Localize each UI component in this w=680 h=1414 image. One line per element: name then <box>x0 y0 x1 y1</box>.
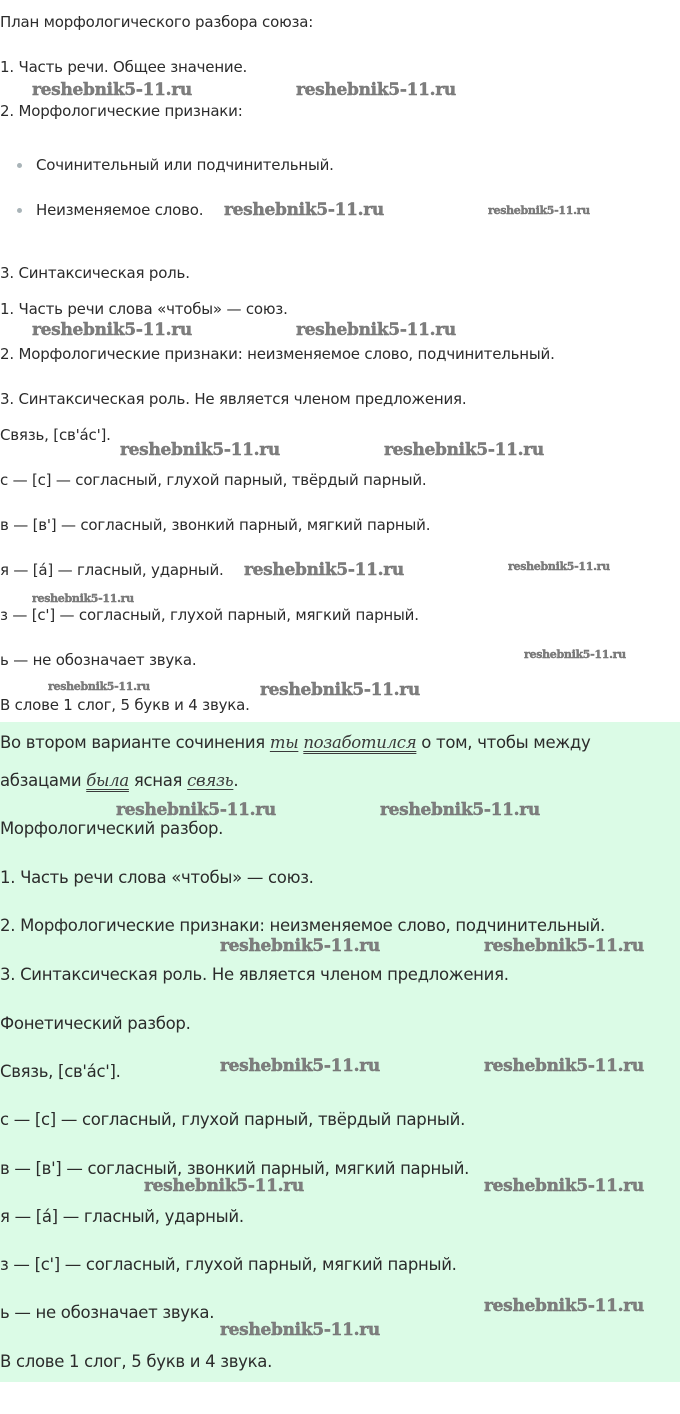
watermark: reshebnik5-11.ru <box>32 592 134 605</box>
answer1-phonetic-word: Связь, [св'а́с']. <box>0 426 111 444</box>
watermark: reshebnik5-11.ru <box>508 560 610 573</box>
sentence-text: о том, чтобы между <box>416 733 591 752</box>
watermark: reshebnik5-11.ru <box>224 200 384 220</box>
bullet-icon <box>17 208 22 213</box>
watermark: reshebnik5-11.ru <box>116 800 276 820</box>
watermark: reshebnik5-11.ru <box>296 80 456 100</box>
answer2-phon-line: з — [с'] — согласный, глухой парный, мягкий парный. <box>0 1255 457 1274</box>
sentence-text: . <box>233 771 239 790</box>
watermark: reshebnik5-11.ru <box>484 936 644 956</box>
answer1-part-of-speech: 1. Часть речи слова «чтобы» — союз. <box>0 300 288 318</box>
watermark: reshebnik5-11.ru <box>380 800 540 820</box>
answer1-syntax-role: 3. Синтаксическая роль. Не является членом предложения. <box>0 390 467 408</box>
plan-title: План морфологического разбора союза: <box>0 13 314 31</box>
predicate-word: позаботился <box>303 733 417 752</box>
watermark: reshebnik5-11.ru <box>524 648 626 661</box>
watermark: reshebnik5-11.ru <box>48 680 150 693</box>
answer1-phon-line: з — [с'] — согласный, глухой парный, мягкий парный. <box>0 606 419 624</box>
watermark: reshebnik5-11.ru <box>32 320 192 340</box>
sentence-line-1 <box>0 733 590 753</box>
plan-item-2: 2. Морфологические признаки: <box>0 102 243 120</box>
watermark: reshebnik5-11.ru <box>484 1176 644 1196</box>
plan-bullet-1: Сочинительный или подчинительный. <box>36 156 334 174</box>
sentence-line-2 <box>0 771 238 791</box>
answer1-phon-line: с — [с] — согласный, глухой парный, твёрдый парный. <box>0 471 427 489</box>
plan-item-3: 3. Синтаксическая роль. <box>0 264 190 282</box>
watermark: reshebnik5-11.ru <box>484 1056 644 1076</box>
watermark: reshebnik5-11.ru <box>260 680 420 700</box>
answer2-phonetic-word: Связь, [св'а́с']. <box>0 1062 121 1081</box>
predicate-word: была <box>86 771 129 790</box>
answer1-phon-line: в — [в'] — согласный, звонкий парный, мягкий парный. <box>0 516 431 534</box>
sentence-text: ясная <box>128 771 188 790</box>
answer1-morph-features: 2. Морфологические признаки: неизменяемое слово, подчинительный. <box>0 345 555 363</box>
answer2-morph-features: 2. Морфологические признаки: неизменяемое слово, подчинительный. <box>0 916 605 935</box>
watermark: reshebnik5-11.ru <box>244 560 404 580</box>
watermark: reshebnik5-11.ru <box>220 1056 380 1076</box>
watermark: reshebnik5-11.ru <box>144 1176 304 1196</box>
plan-item-1: 1. Часть речи. Общее значение. <box>0 58 248 76</box>
answer2-phon-line: ь — не обозначает звука. <box>0 1303 215 1322</box>
watermark: reshebnik5-11.ru <box>32 80 192 100</box>
watermark: reshebnik5-11.ru <box>120 440 280 460</box>
subject-word: ты <box>269 733 299 752</box>
subject-word: связь <box>187 771 234 790</box>
morph-title: Морфологический разбор. <box>0 819 224 838</box>
watermark: reshebnik5-11.ru <box>488 204 590 217</box>
watermark: reshebnik5-11.ru <box>220 1320 380 1340</box>
answer2-phon-line: с — [с] — согласный, глухой парный, твёрдый парный. <box>0 1110 466 1129</box>
answer1-summary: В слове 1 слог, 5 букв и 4 звука. <box>0 696 250 714</box>
watermark: reshebnik5-11.ru <box>220 936 380 956</box>
answer1-phon-line: ь — не обозначает звука. <box>0 651 197 669</box>
watermark: reshebnik5-11.ru <box>484 1296 644 1316</box>
watermark: reshebnik5-11.ru <box>384 440 544 460</box>
phonetic-title: Фонетический разбор. <box>0 1014 191 1033</box>
watermark: reshebnik5-11.ru <box>296 320 456 340</box>
answer2-phon-line: я — [а́] — гласный, ударный. <box>0 1207 244 1226</box>
sentence-text: абзацами <box>0 771 87 790</box>
answer1-phon-line: я — [а́] — гласный, ударный. <box>0 561 224 579</box>
answer2-phon-line: в — [в'] — согласный, звонкий парный, мягкий парный. <box>0 1159 470 1178</box>
answer2-syntax-role: 3. Синтаксическая роль. Не является членом предложения. <box>0 965 509 984</box>
sentence-text: Во втором варианте сочинения <box>0 733 270 752</box>
answer2-part-of-speech: 1. Часть речи слова «чтобы» — союз. <box>0 868 314 887</box>
answer2-summary: В слове 1 слог, 5 букв и 4 звука. <box>0 1352 273 1371</box>
bullet-icon <box>17 163 22 168</box>
plan-bullet-2: Неизменяемое слово. <box>36 201 204 219</box>
